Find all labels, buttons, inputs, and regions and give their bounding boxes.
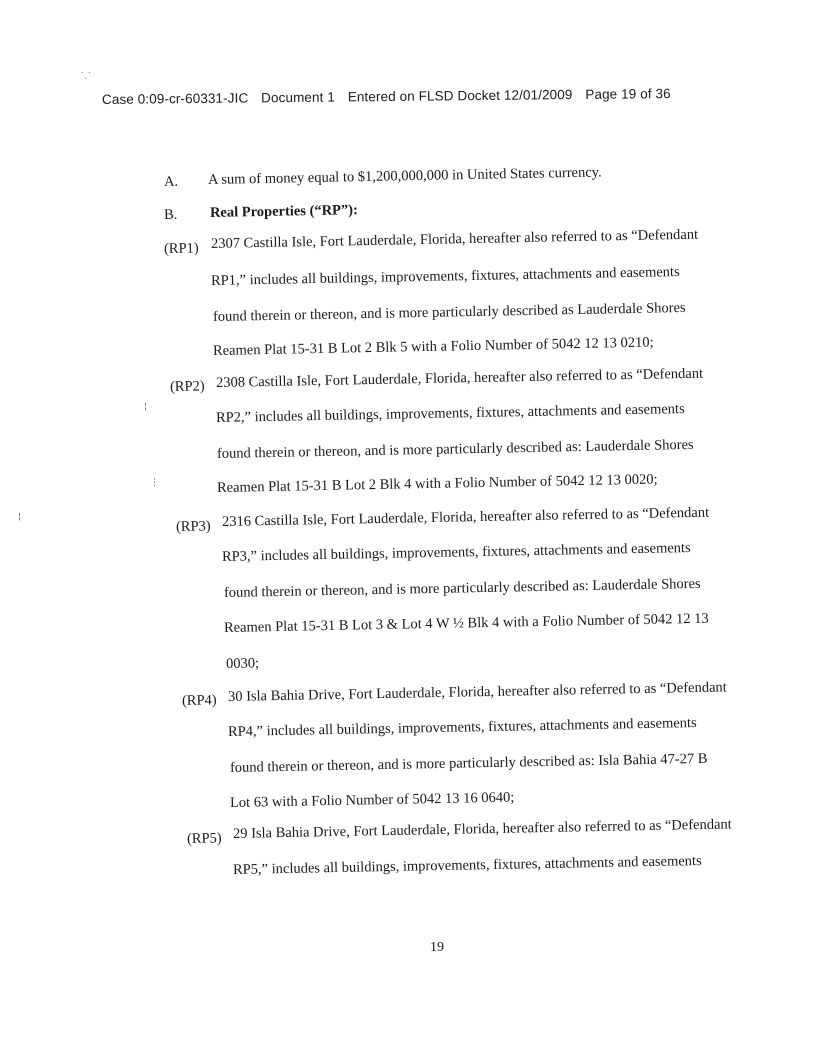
rp2-line-3: found therein or thereon, and is more particularly described as: Lauderdale Shores [216,436,694,462]
rp4-line-2: RP4,” includes all buildings, improvements, fixtures, attachments and easements [227,715,697,740]
rp1-line-3: found therein or thereon, and is more particularly described as Lauderdale Shores [212,299,686,325]
scan-speck: ¦ [18,512,22,522]
rp3-line-3: found therein or thereon, and is more particularly described as: Lauderdale Shores [223,575,701,601]
rp4-line-3: found therein or thereon, and is more particularly described as: Isla Bahia 47-27 B [229,750,708,776]
section-a-label: A. [163,173,179,190]
section-b-title: Real Properties (“RP”): [209,202,359,221]
rp5-line-2: RP5,” includes all buildings, improvements, fixtures, attachments and easements [232,853,702,878]
scan-speck: ⋮ [150,478,159,488]
section-b-label: B. [163,206,178,223]
rp3-line-1: 2316 Castilla Isle, Fort Lauderdale, Florida, hereafter also referred to as “Defendant [221,504,710,530]
rp4-line-4: Lot 63 with a Folio Number of 5042 13 16 0640; [229,789,515,811]
rp3-line-5: 0030; [225,655,260,672]
rp1-line-2: RP1,” includes all buildings, improvements, fixtures, attachments and easements [210,264,680,289]
rp2-line-1: 2308 Castilla Isle, Fort Lauderdale, Florida, hereafter also referred to as “Defendant [215,365,704,391]
rp1-line-1: 2307 Castilla Isle, Fort Lauderdale, Florida, hereafter also referred to as “Defendant [210,226,699,252]
case-number: Case 0:09-cr-60331-JIC [101,90,249,107]
rp3-line-2: RP3,” includes all buildings, improvements, fixtures, attachments and easements [221,540,691,565]
scan-speck: ˙.˙ [80,72,92,82]
rp2-line-2: RP2,” includes all buildings, improvements, fixtures, attachments and easements [215,401,685,426]
rp5-line-1: 29 Isla Bahia Drive, Fort Lauderdale, Florida, hereafter also referred to as “Defendant [232,816,732,842]
rp3-line-4: Reamen Plat 15-31 B Lot 3 & Lot 4 W ½ Blk 4 with a Folio Number of 5042 12 13 [223,610,709,636]
page-number: 19 [430,940,444,955]
scan-speck: ¦ [144,402,148,412]
rp2-label: (RP2) [169,378,205,395]
page-count: Page 19 of 36 [585,86,671,102]
docket-header [102,86,680,107]
document-number: Document 1 [261,89,335,106]
section-a-text: A sum of money equal to $1,200,000,000 in United States currency. [207,164,602,188]
rp2-line-4: Reamen Plat 15-31 B Lot 2 Blk 4 with a Folio Number of 5042 12 13 0020; [216,471,658,496]
rp1-line-4: Reamen Plat 15-31 B Lot 2 Blk 5 with a Folio Number of 5042 12 13 0210; [212,334,654,359]
rp5-label: (RP5) [186,830,222,847]
rp4-label: (RP4) [181,692,217,709]
rp1-label: (RP1) [163,240,199,257]
docket-entry: Entered on FLSD Docket 12/01/2009 [347,87,573,105]
rp4-line-1: 30 Isla Bahia Drive, Fort Lauderdale, Florida, hereafter also referred to as “Defendant [227,679,727,705]
rp3-label: (RP3) [175,518,211,535]
